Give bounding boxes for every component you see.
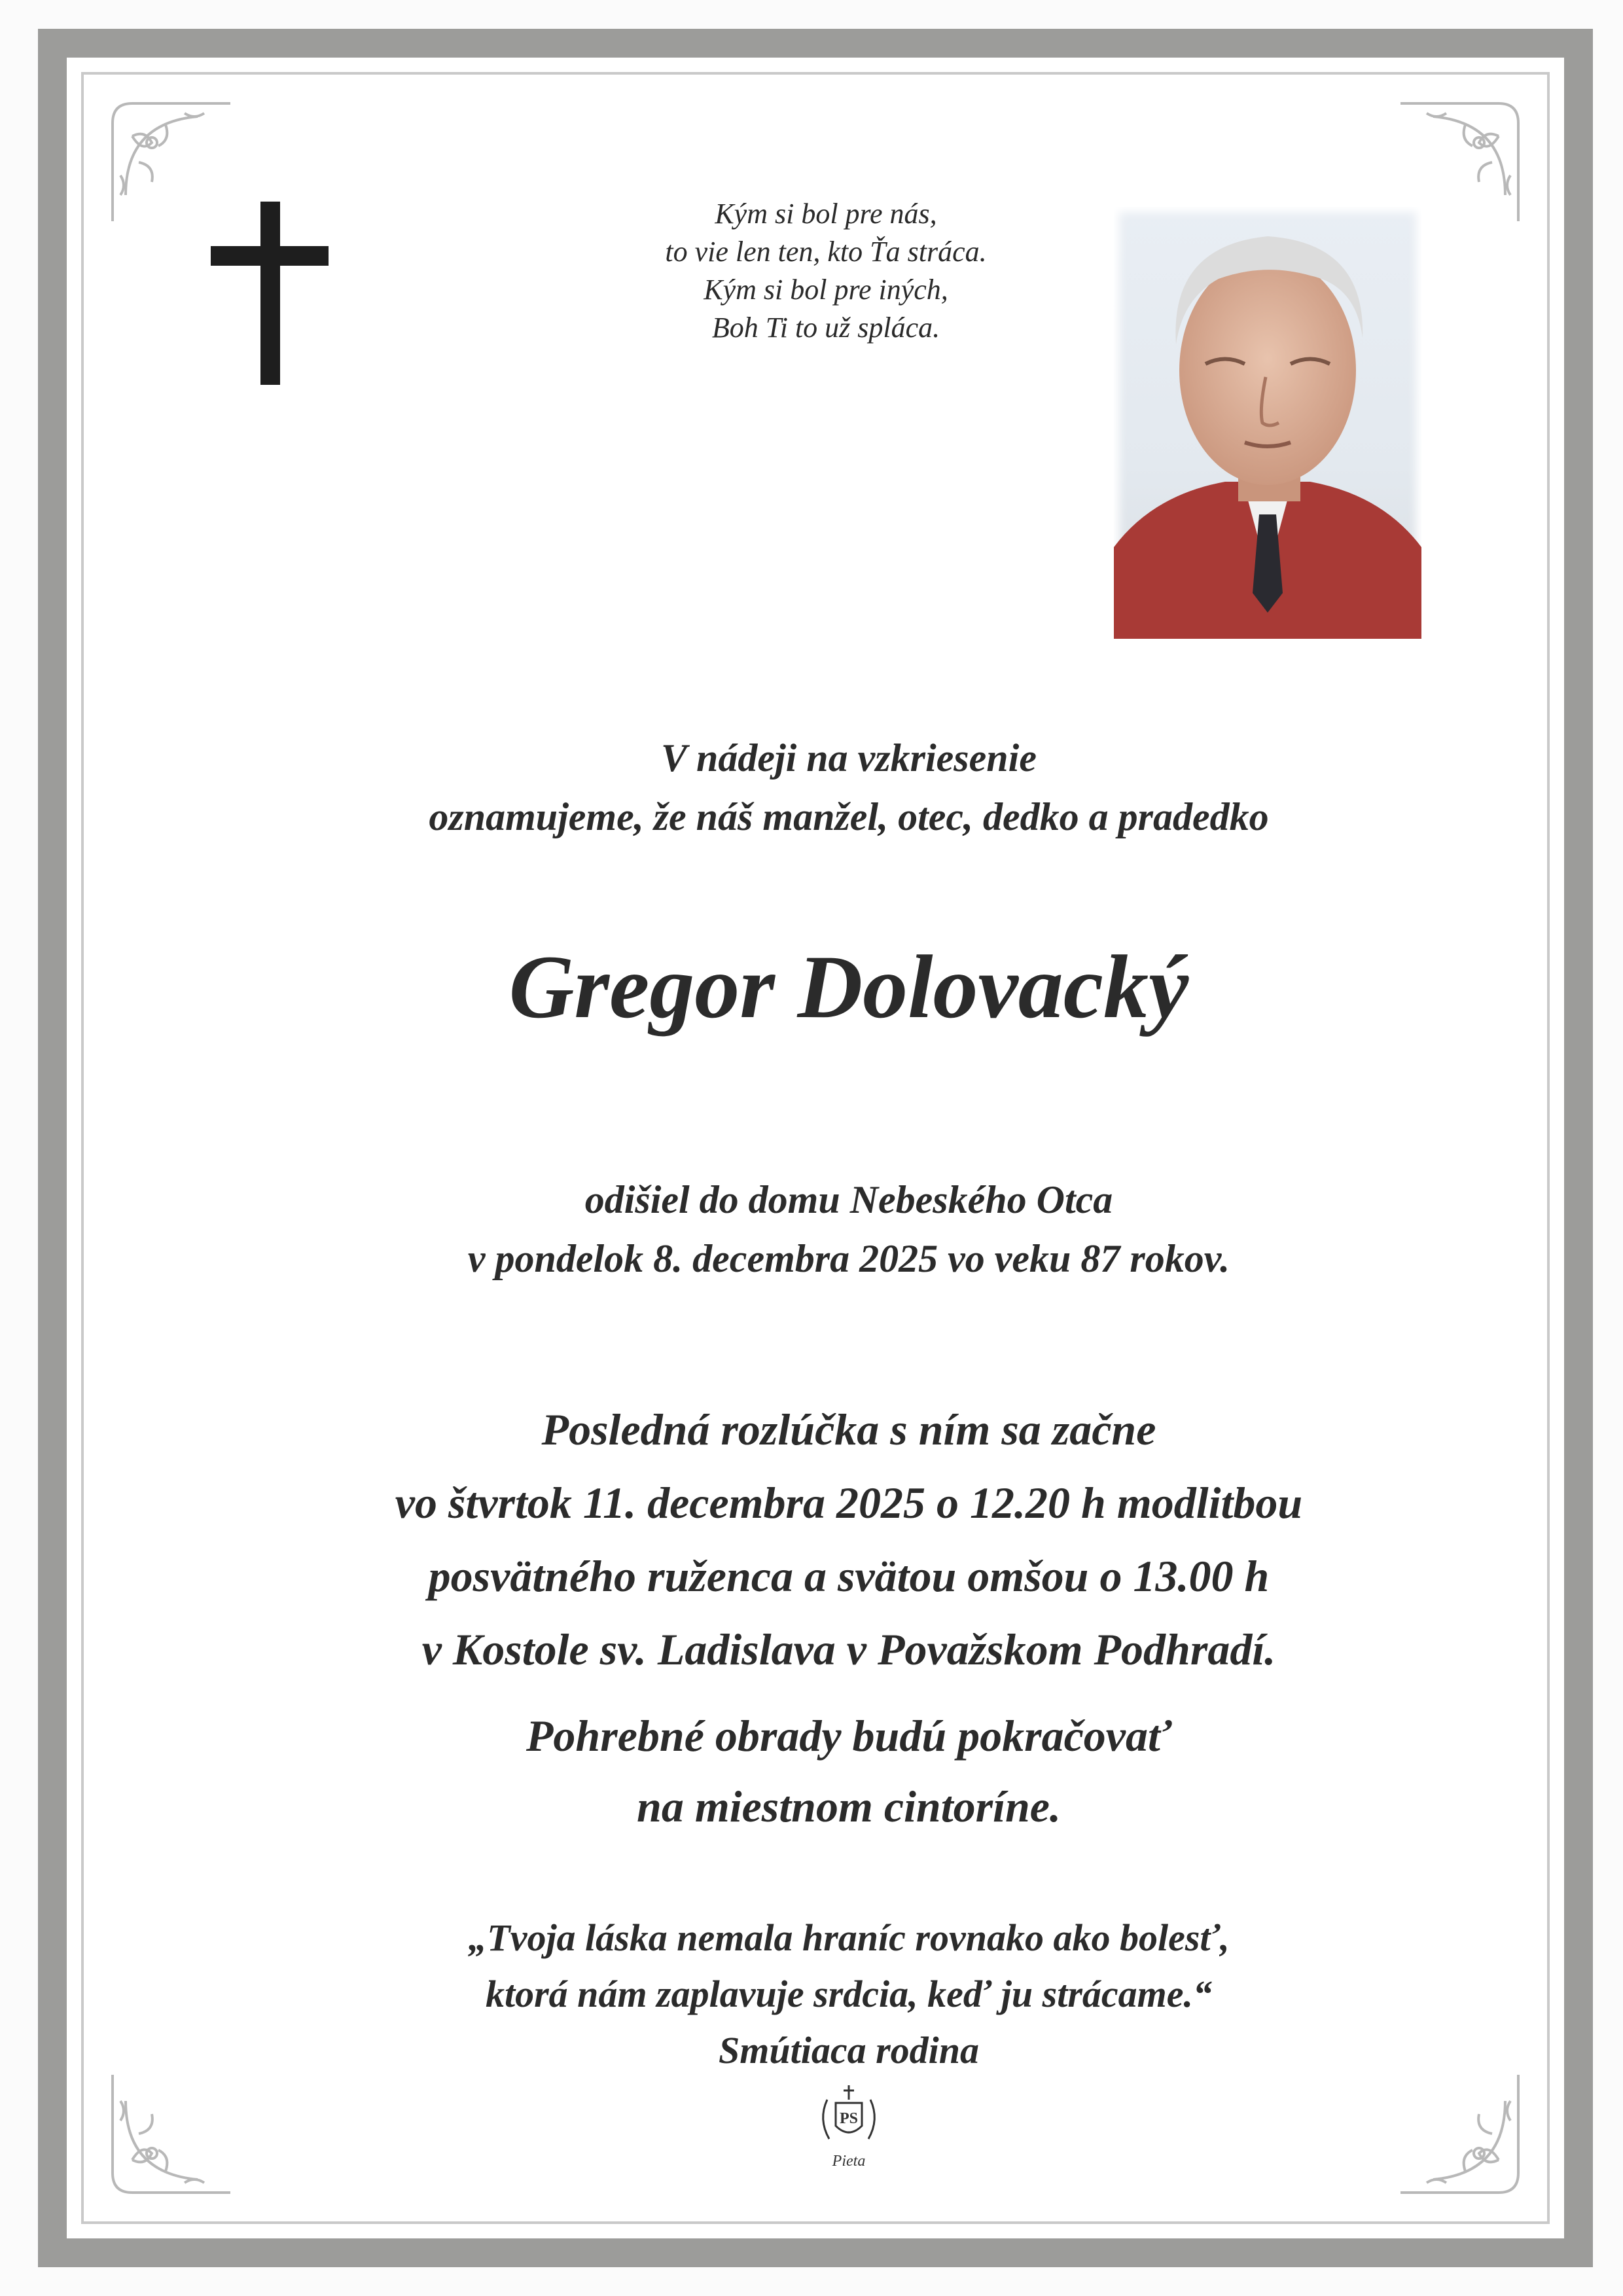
portrait-illustration bbox=[1114, 207, 1421, 639]
announcement-line: V nádeji na vzkriesenie bbox=[661, 736, 1037, 780]
family-quote bbox=[158, 1910, 1539, 2079]
memorial-verse bbox=[525, 195, 1127, 347]
departure-text bbox=[158, 1170, 1539, 1288]
logo-caption: Pieta bbox=[832, 2153, 866, 2170]
corner-ornament-bottom-right bbox=[1394, 2068, 1525, 2199]
verse-line: to vie len ten, kto Ťa stráca. bbox=[665, 236, 987, 268]
portrait-photo bbox=[1114, 207, 1421, 639]
announcement-text bbox=[158, 728, 1539, 846]
deceased-name: Gregor Dolovacký bbox=[508, 937, 1189, 1037]
departure-line: v pondelok 8. decembra 2025 vo veku 87 rokov. bbox=[467, 1237, 1230, 1280]
quote-line: ktorá nám zaplavuje srdcia, keď ju strácame.“ bbox=[486, 1973, 1212, 2015]
page-frame bbox=[38, 29, 1593, 2267]
cross-icon bbox=[211, 202, 329, 385]
departure-line: odišiel do domu Nebeského Otca bbox=[584, 1178, 1113, 1221]
quote-line: „Tvoja láska nemala hraníc rovnako ako bolesť, bbox=[468, 1916, 1230, 1959]
funeral-details bbox=[158, 1393, 1539, 1686]
funeral-line: v Kostole sv. Ladislava v Považskom Podhradí. bbox=[421, 1624, 1276, 1674]
burial-line: Pohrebné obrady budú pokračovať bbox=[526, 1711, 1172, 1761]
notice-card bbox=[67, 58, 1564, 2238]
verse-line: Kým si bol pre iných, bbox=[704, 274, 948, 306]
signature-line: Smútiaca rodina bbox=[718, 2029, 980, 2072]
announcement-line: oznamujeme, že náš manžel, otec, dedko a pradedko bbox=[429, 795, 1269, 838]
pieta-emblem-icon bbox=[813, 2080, 885, 2152]
pieta-logo bbox=[806, 2080, 891, 2178]
burial-details bbox=[158, 1700, 1539, 1842]
funeral-line: posvätného ruženca a svätou omšou o 13.00 h bbox=[428, 1551, 1270, 1601]
corner-ornament-bottom-left bbox=[106, 2068, 237, 2199]
verse-line: Boh Ti to už spláca. bbox=[711, 312, 940, 344]
verse-line: Kým si bol pre nás, bbox=[715, 198, 937, 230]
funeral-line: Posledná rozlúčka s ním sa začne bbox=[541, 1405, 1156, 1454]
burial-line: na miestnom cintoríne. bbox=[637, 1782, 1061, 1831]
funeral-line: vo štvrtok 11. decembra 2025 o 12.20 h modlitbou bbox=[395, 1478, 1303, 1528]
logo-monogram: PS bbox=[839, 2110, 859, 2127]
